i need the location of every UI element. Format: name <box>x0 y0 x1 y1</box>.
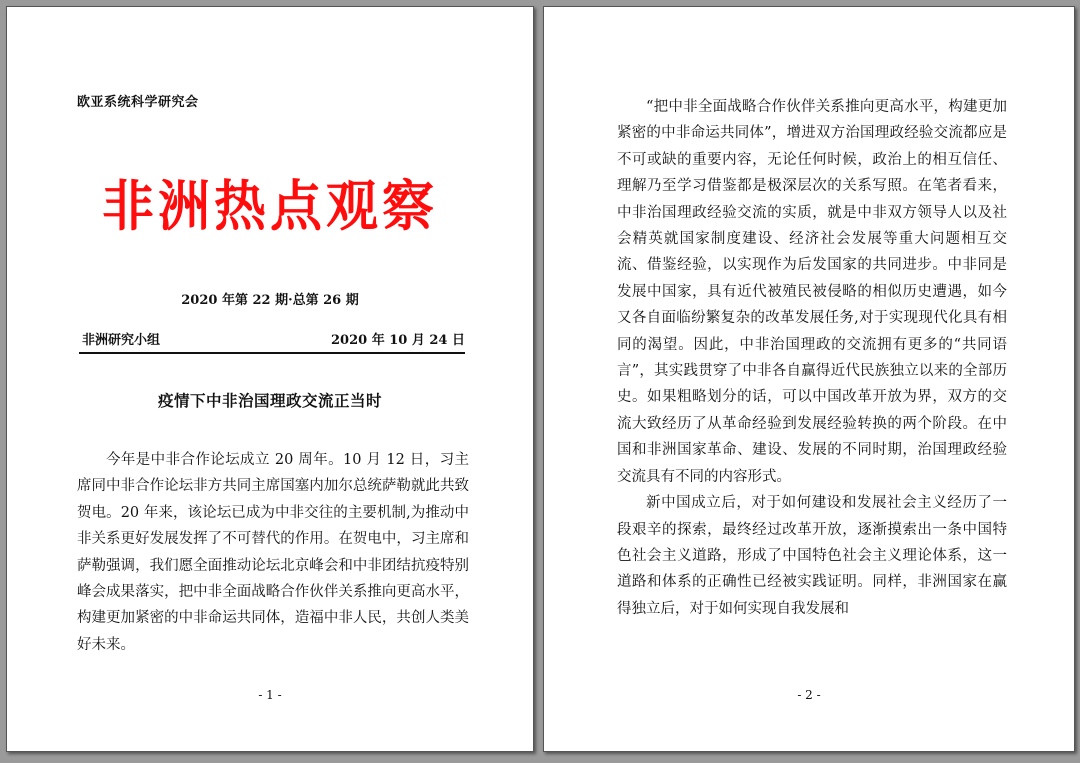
publication-date: 2020 年 10 月 24 日 <box>331 333 465 348</box>
article-body <box>77 447 469 658</box>
author-group: 非洲研究小组 <box>82 333 161 348</box>
document-page-1 <box>6 6 534 752</box>
page-number: - 1 - <box>258 688 282 702</box>
publication-masthead: 非洲热点观察 <box>101 175 438 239</box>
body-paragraph: 新中国成立后，对于如何建设和发展社会主义经历了一段艰辛的探索，最终经过改革开放，逐渐摸索出一条中国特色社会主义道路，形成了中国特色社会主义理论体系，这一道路和体系的正确性已经被实践证明。同样，非洲国家在赢得独立后，对于如何实现自我发展和 <box>617 495 1007 617</box>
issue-number: 2020 年第 22 期·总第 26 期 <box>181 293 359 308</box>
organization-name: 欧亚系统科学研究会 <box>77 95 199 110</box>
body-paragraph: “把中非全面战略合作伙伴关系推向更高水平，构建更加紧密的中非命运共同体”，增进双方治国理政经验交流都应是不可或缺的重要内容，无论任何时候，政治上的相互信任、理解乃至学习借鉴都是极深层次的关系写照。在笔者看来，中非治国理政经验交流的实质，就是中非双方领导人以及社会精英就国家制度建设、经济社会发展等重大问题相互交流、借鉴经验，以实现作为后发国家的共同进步。中非同是发展中国家，具有近代被殖民被侵略的相似历史遭遇，如今又各自面临纷繁复杂的改革发展任务,对于实现现代化具有相同的渴望。因此，中非治国理政的交流拥有更多的“共同语言”，其实践贯穿了中非各自赢得近代民族独立以来的全部历史。如果粗略划分的话，可以中国改革开放为界，双方的交流大致经历了从革命经验到发展经验转换的两个阶段。在中国和非洲国家革命、建设、发展的不同时期，治国理政经验交流具有不同的内容形式。 <box>617 99 1007 485</box>
page-number: - 2 - <box>797 688 821 702</box>
body-paragraph: 今年是中非合作论坛成立 20 周年。10 月 12 日，习主席同中非合作论坛非方共同主席国塞内加尔总统萨勒就此共致贺电。20 年来，该论坛已成为中非交往的主要机制,为推动中非关系更好发展发挥了不可替代的作用。在贺电中，习主席和萨勒强调，我们愿全面推动论坛北京峰会和中非团结抗疫特别峰会成果落实，把中非全面战略合作伙伴关系推向更高水平，构建更加紧密的中非命运共同体，造福中非人民，共创人类美好未来。 <box>77 452 469 653</box>
header-divider <box>79 352 465 354</box>
article-body <box>617 94 1007 622</box>
article-headline: 疫情下中非治国理政交流正当时 <box>157 391 382 410</box>
document-page-2 <box>543 6 1075 752</box>
